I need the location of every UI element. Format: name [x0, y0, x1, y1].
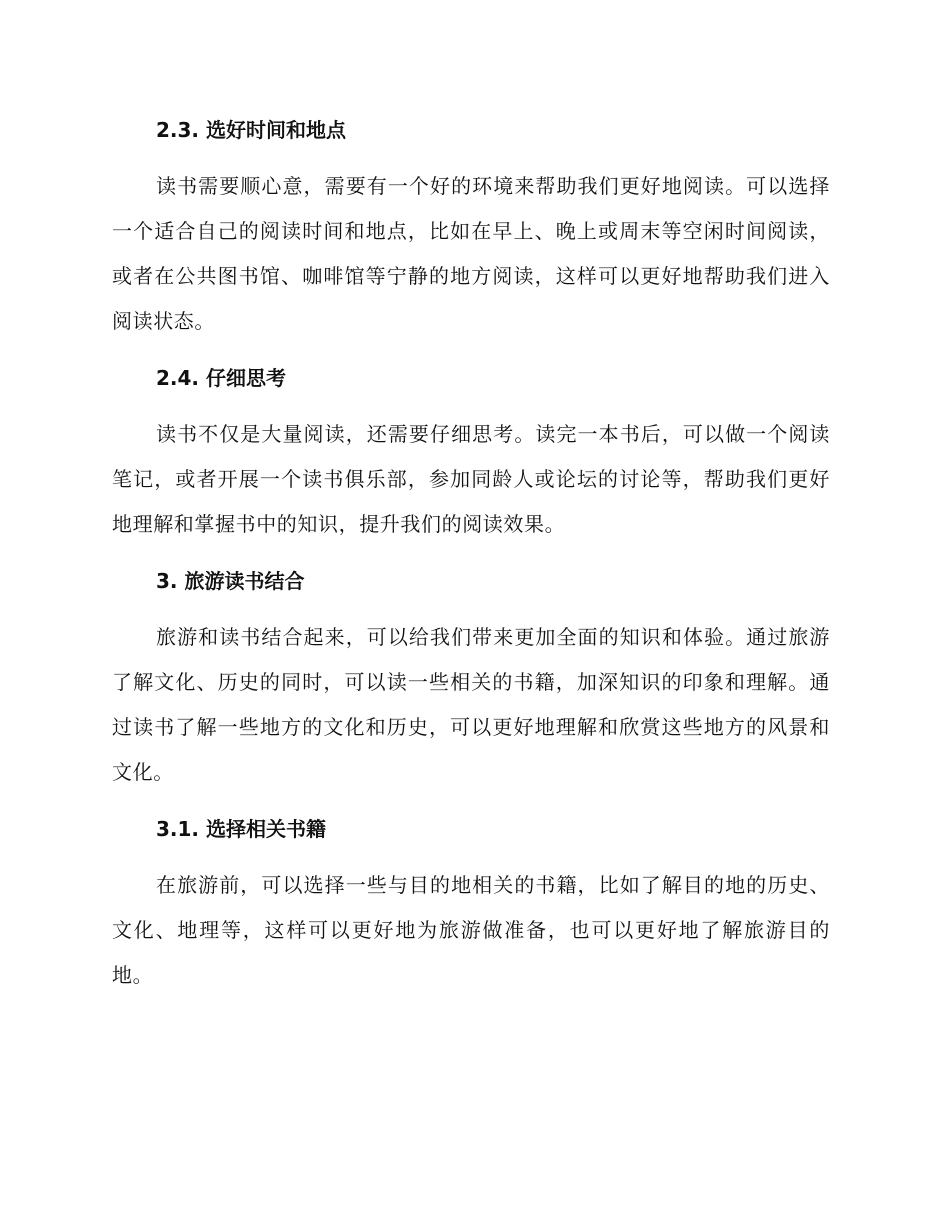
- section-heading-2-3: 2.3. 选好时间和地点: [156, 118, 346, 142]
- section-paragraph-3: 旅游和读书结合起来，可以给我们带来更加全面的知识和体验。通过旅游了解文化、历史的同时，可以读一些相关的书籍，加深知识的印象和理解。通过读书了解一些地方的文化和历史，可以更好地理解和欣赏这些地方的风景和文化。: [112, 625, 830, 784]
- section-heading-3-1: 3.1. 选择相关书籍: [156, 817, 326, 841]
- section-heading-3: 3. 旅游读书结合: [156, 569, 305, 593]
- section-paragraph-3-1: 在旅游前，可以选择一些与目的地相关的书籍，比如了解目的地的历史、文化、地理等，这样可以更好地为旅游做准备，也可以更好地了解旅游目的地。: [112, 873, 830, 987]
- section-heading-2-4: 2.4. 仔细思考: [156, 366, 286, 390]
- section-paragraph-2-3: 读书需要顺心意，需要有一个好的环境来帮助我们更好地阅读。可以选择一个适合自己的阅读时间和地点，比如在早上、晚上或周末等空闲时间阅读，或者在公共图书馆、咖啡馆等宁静的地方阅读，这样可以更好地帮助我们进入阅读状态。: [112, 174, 830, 333]
- section-paragraph-2-4: 读书不仅是大量阅读，还需要仔细思考。读完一本书后，可以做一个阅读笔记，或者开展一个读书俱乐部，参加同龄人或论坛的讨论等，帮助我们更好地理解和掌握书中的知识，提升我们的阅读效果。: [112, 422, 830, 536]
- document-body: [112, 108, 830, 998]
